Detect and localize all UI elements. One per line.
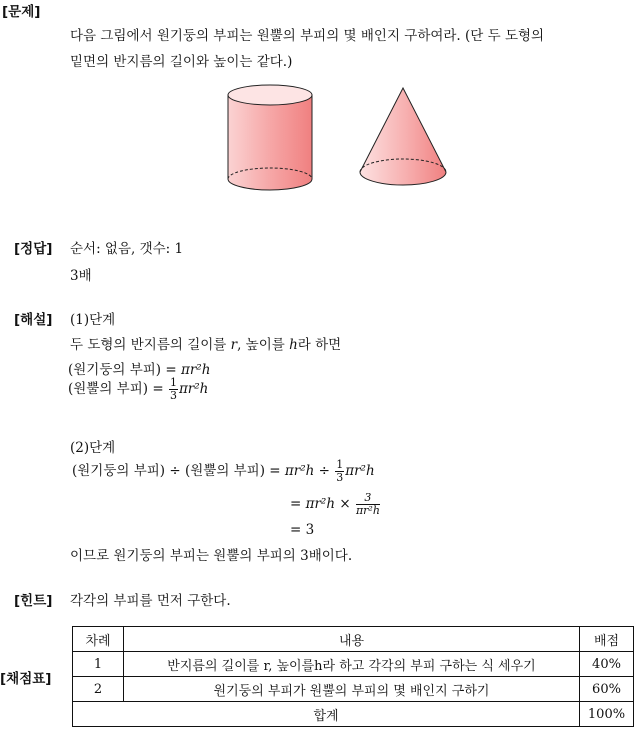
var-h: h (289, 337, 298, 353)
grading-table (72, 626, 634, 727)
calc-line3: = 3 (290, 522, 315, 538)
cyl-label: (원기둥의 부피) = (68, 362, 181, 378)
row-score: 60% (580, 677, 634, 702)
hint-tag: [힌트] (14, 593, 53, 609)
problem-text-line1: 다음 그림에서 원기둥의 부피는 원뿔의 부피의 몇 배인지 구하여라. (단 두 도형의 (70, 28, 545, 44)
grading-header-row (73, 627, 634, 652)
row-no: 1 (73, 652, 124, 677)
step2-title: (2)단계 (70, 440, 116, 456)
cone-shape (360, 88, 446, 185)
problem-tag: [문제] (2, 4, 41, 20)
row-no: 2 (73, 677, 124, 702)
frac-num: 1 (169, 376, 177, 389)
frac-den: 3 (169, 389, 177, 402)
calc2-a: πr²h × (305, 496, 355, 512)
step1-text-a: 두 도형의 반지름의 길이를 (70, 337, 231, 353)
answer-text-line1: 순서: 없음, 갯수: 1 (70, 241, 184, 257)
cone-formula: πr²h (178, 381, 209, 397)
frac-den-2: 3 (336, 471, 344, 484)
calc2-den: πr²h (355, 504, 380, 517)
calc2-num: 3 (356, 492, 380, 505)
step1-text-b: , 높이를 (237, 337, 290, 353)
calc1-b: πr²h (345, 463, 375, 479)
step1-title: (1)단계 (70, 312, 116, 328)
fraction-one-third (169, 377, 178, 402)
fraction-three-over (356, 492, 380, 517)
figure (220, 84, 460, 196)
total-score: 100% (580, 702, 634, 727)
var-r: r (230, 337, 238, 353)
cylinder-volume-formula (68, 358, 210, 378)
grading-total-row (73, 702, 634, 727)
grading-tag: [채점표] (0, 671, 52, 687)
row-score: 40% (580, 652, 634, 677)
fraction-one-third-2 (335, 459, 344, 484)
total-label: 합계 (73, 702, 580, 727)
row-content: 반지름의 길이를 r, 높이를h라 하고 각각의 부피 구하는 식 세우기 (124, 652, 580, 677)
answer-tag: [정답] (14, 241, 53, 257)
grading-row (73, 652, 634, 677)
calc-line1 (72, 459, 375, 484)
cone-volume-formula (68, 377, 208, 402)
calc-line2 (290, 492, 381, 517)
cylinder-shape (228, 85, 312, 190)
header-no: 차례 (73, 627, 124, 652)
grading-row (73, 677, 634, 702)
cyl-formula: πr²h (180, 362, 211, 378)
cone-label: (원뿔의 부피) = (68, 381, 168, 397)
frac-num-2: 1 (336, 458, 344, 471)
calc1-label: (원기둥의 부피) ÷ (원뿔의 부피) = (72, 463, 285, 479)
header-score: 배점 (580, 627, 634, 652)
step1-text-c: 라 하면 (297, 337, 342, 353)
header-content: 내용 (124, 627, 580, 652)
solution-tag: [해설] (14, 312, 53, 328)
conclusion-text: 이므로 원기둥의 부피는 원뿔의 부피의 3배이다. (70, 548, 353, 564)
hint-text: 각각의 부피를 먼저 구한다. (70, 593, 231, 609)
answer-text-line2: 3배 (70, 268, 92, 284)
problem-text-line2: 밑면의 반지름의 길이와 높이는 같다.) (70, 54, 293, 70)
step1-text (70, 333, 341, 353)
calc1-a: πr²h ÷ (284, 463, 335, 479)
calc2-eq: = (290, 496, 306, 512)
row-content: 원기둥의 부피가 원뿔의 부피의 몇 배인지 구하기 (124, 677, 580, 702)
